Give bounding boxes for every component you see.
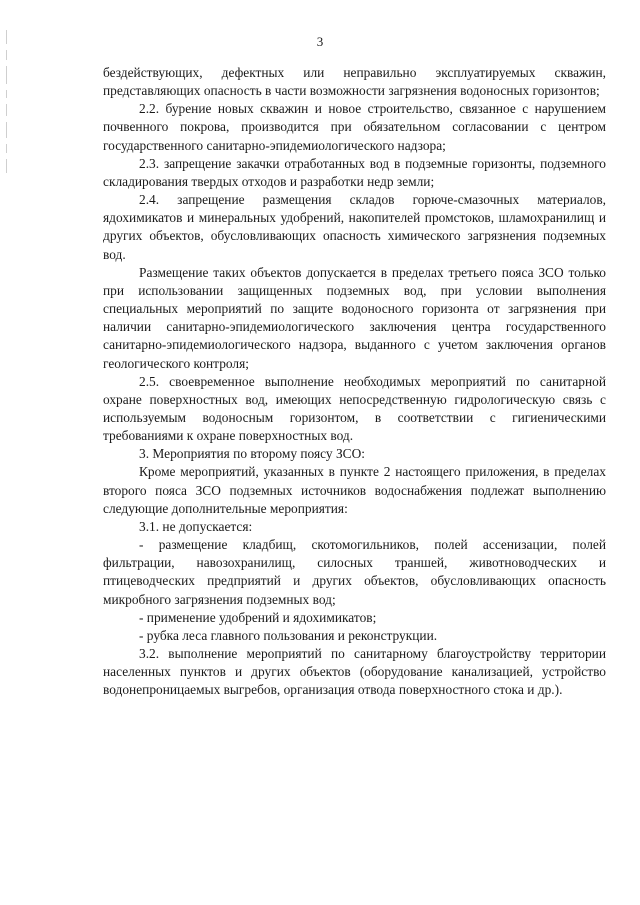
list-item-fertilizers: - применение удобрений и ядохимикатов; xyxy=(139,609,377,625)
paragraph-2-5: 2.5. своевременное выполнение необходимых мероприятий по санитарной охране поверхностных вод, имеющих непосредственную гидрологическую связь с используемым водоносным горизонтом, в соответствии с гигиеническими требованиями к охране поверхностных вод. xyxy=(103,373,606,444)
paragraph-2-3: 2.3. запрещение закачки отработанных вод в подземные горизонты, подземного складирования твердых отходов и разработки недр земли; xyxy=(103,155,606,189)
document-body xyxy=(103,64,606,699)
scan-margin-marks xyxy=(6,30,8,290)
paragraph-section-3-intro: Кроме мероприятий, указанных в пункте 2 настоящего приложения, в пределах второго пояса ЗСО подземных источников водоснабжения подлежат выполнению следующие дополнительные мероприятия: xyxy=(103,464,606,516)
paragraph-3-1: 3.1. не допускается: xyxy=(139,518,253,534)
paragraph-3-2: 3.2. выполнение мероприятий по санитарному благоустройству территории населенных пунктов и других объектов (оборудование канализацией, устройство водонепроницаемых выгребов, организация отвода поверхностного стока и др.). xyxy=(103,646,606,698)
list-item-placement: - размещение кладбищ, скотомогильников, полей ассенизации, полей фильтрации, навозохранилищ, силосных траншей, животноводческих и птицеводческих предприятий и других объектов, обусловливающих опасность микробного загрязнения подземных вод; xyxy=(103,537,606,607)
paragraph-2-4: 2.4. запрещение размещения складов горюче-смазочных материалов, ядохимикатов и минеральных удобрений, накопителей промстоков, шламохранилищ и других объектов, обусловливающих опасность химического загрязнения подземных вод. xyxy=(103,192,606,262)
list-item-logging: - рубка леса главного пользования и реконструкции. xyxy=(139,627,438,643)
paragraph-2-2: 2.2. бурение новых скважин и новое строительство, связанное с нарушением почвенного покрова, производится при обязательном согласовании с центром государственного санитарно-эпидемиологического надзора; xyxy=(103,101,606,153)
paragraph-placement-conditions: Размещение таких объектов допускается в пределах третьего пояса ЗСО только при использовании защищенных подземных вод, при условии выполнения специальных мероприятий по защите водоносного горизонта от загрязнения при наличии санитарно-эпидемиологического заключения центра государственного санитарно-эпидемиологического надзора, выданного с учетом заключения органов геологического контроля; xyxy=(103,264,606,371)
paragraph: бездействующих, дефектных или неправильно эксплуатируемых скважин, представляющих опасность в части возможности загрязнения водоносных горизонтов; xyxy=(103,65,606,99)
page-number: 3 xyxy=(316,34,324,49)
section-3-heading: 3. Мероприятия по второму поясу ЗСО: xyxy=(139,446,365,462)
